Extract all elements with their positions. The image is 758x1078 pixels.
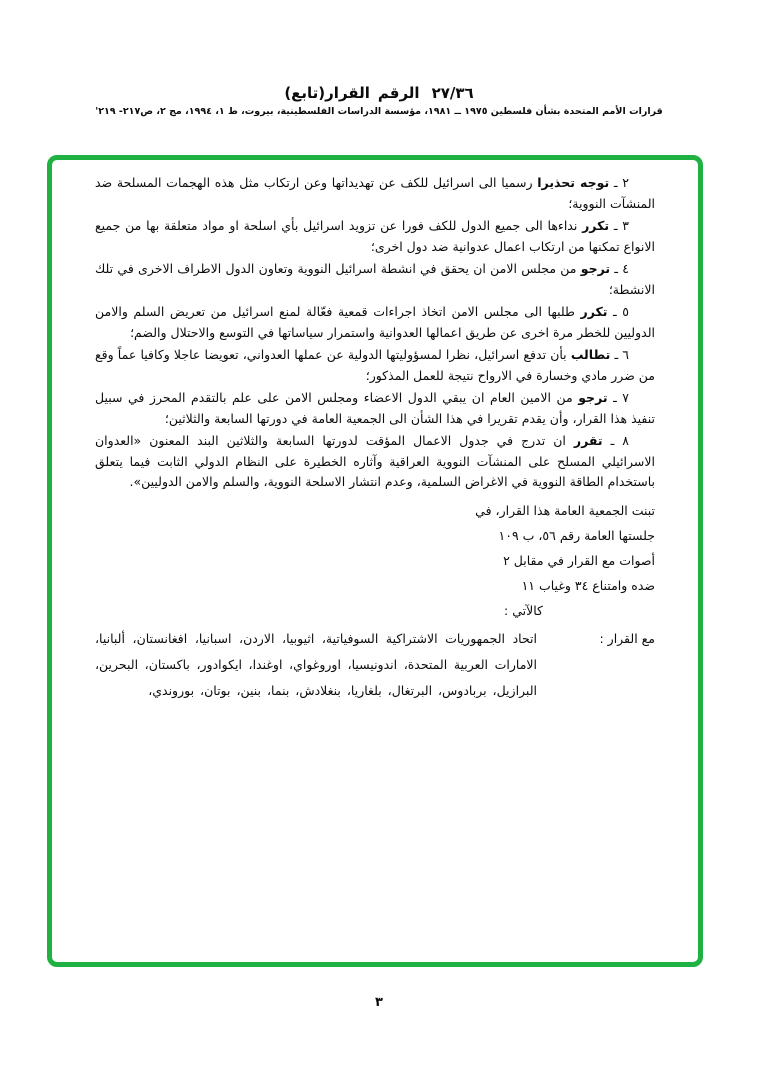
green-highlight-box [47, 155, 703, 967]
title-resolution-number: ٢٧/٣٦ [431, 84, 474, 102]
adoption-note [95, 498, 655, 623]
clause-body: رسميا الى اسرائيل للكف عن تهديداتها وعن ارتكاب مثل هذه الهجمات المسلحة ضد المنشآت النووية؛ [95, 175, 655, 211]
resolution-paragraph [95, 216, 655, 257]
resolution-paragraph [95, 345, 655, 386]
title-word-resolution: القرار [325, 84, 370, 102]
clause-body: طلبها الى مجلس الامن اتخاذ اجراءات قمعية فعّالة لمنع اسرائيل من تعريض السلم والامن الدوليين للخطر مرة اخرى عن طريق اعمالها العدوانية واستمرار سياساتها في التوسع والاحتلال والضم؛ [95, 304, 655, 340]
resolution-paragraph [95, 302, 655, 343]
adoption-footer: كالآتي : [504, 602, 543, 618]
resolution-paragraph [95, 431, 655, 493]
clause-number: ٧ ـ [613, 390, 629, 405]
clause-body: من مجلس الامن ان يحقق في انشطة اسرائيل النووية وتعاون الدول الاطراف الاخرى في تلك الانشطة؛ [95, 261, 655, 297]
resolution-title [0, 84, 758, 102]
clause-body: من الامين العام ان يبقي الدول الاعضاء ومجلس الامن على علم بالتقدم المحرز في سبيل تنفيذ هذا القرار، وأن يقدم تقريرا في هذا الشأن الى الجمعية العامة في دورتها السابعة والثلاثين؛ [95, 390, 655, 426]
vote-for-list [95, 626, 655, 704]
clause-number: ٣ ـ [613, 218, 629, 233]
adoption-line: تبنت الجمعية العامة هذا القرار، في [475, 502, 655, 518]
clause-number: ٦ ـ [614, 347, 630, 362]
resolution-paragraph [95, 259, 655, 300]
resolution-text [95, 173, 655, 704]
clause-number: ٥ ـ [613, 304, 629, 319]
clause-body: بأن تدفع اسرائيل، نظرا لمسؤوليتها الدولية عن عملها العدواني، تعويضا عاجلا وكافيا عماً وقع من ضرر مادي وخسارة في الارواح نتيجة للعمل المذكور؛ [95, 347, 655, 383]
clause-body: نداءها الى جميع الدول للكف فورا عن تزويد اسرائيل بأي اسلحة او مواد متعلقة بها من جميع الانواع تمكنها من ارتكاب اعمال عدوانية ضد دول اخرى؛ [95, 218, 655, 254]
clause-number: ٤ ـ [614, 261, 630, 276]
adoption-line: جلستها العامة رقم ٥٦، ب ١٠٩ [498, 527, 655, 543]
title-word-number: الرقم [377, 84, 420, 102]
clause-body: ان تدرج في جدول الاعمال المؤقت لدورتها السابعة والثلاثين البند المعنون «العدوان الاسرائيلي المسلح على المنشآت النووية العراقية وآثاره الخطيرة على النظام الدولي الثابت فيما يتعلق باستخدام الطاقة النووية في الاغراض السلمية، وعدم انتشار الاسلحة النووية، والسلم والامن الدوليين». [95, 433, 655, 489]
clause-lead-verb: ترجو [580, 261, 611, 276]
clause-lead-verb: ترجو [578, 390, 608, 405]
clause-lead-verb: تقرر [573, 433, 603, 448]
adoption-line: أصوات مع القرار في مقابل ٢ [503, 552, 655, 568]
resolution-paragraph [95, 388, 655, 429]
source-citation: قرارات الأمم المتحدة بشأن فلسطين ١٩٧٥ ــ ١٩٨١، مؤسسة الدراسات الفلسطينية، بيروت، ط ١، ١٩٩٤، مج ٢، ص٢١٧- ٢١٩' [95, 106, 663, 117]
title-continued-tag: (تابع) [284, 84, 326, 102]
clause-lead-verb: تكرر [580, 304, 608, 319]
clause-number: ٨ ـ [610, 433, 629, 448]
resolution-paragraph [95, 173, 655, 214]
vote-for-countries: اتحاد الجمهوريات الاشتراكية السوفياتية، اثيوبيا، الاردن، اسبانيا، افغانستان، ألبانيا، الامارات العربية المتحدة، اندونيسيا، اوروغواي، اوغندا، ايكوادور، باكستان، البحرين، البرازيل، بربادوس، البرتغال، بلغاريا، بنغلادش، بنما، بنين، بوتان، بوروندي، [95, 630, 537, 698]
adoption-line: ضده وامتناع ٣٤ وغياب ١١ [521, 577, 655, 593]
clause-lead-verb: توجه تحذيرا [537, 175, 610, 190]
vote-for-label: مع القرار : [599, 630, 655, 646]
clause-lead-verb: تطالب [570, 347, 611, 362]
page-number: ٣ [375, 995, 383, 1010]
document-header [0, 84, 758, 117]
clause-number: ٢ ـ [613, 175, 629, 190]
clause-lead-verb: تكرر [582, 218, 610, 233]
